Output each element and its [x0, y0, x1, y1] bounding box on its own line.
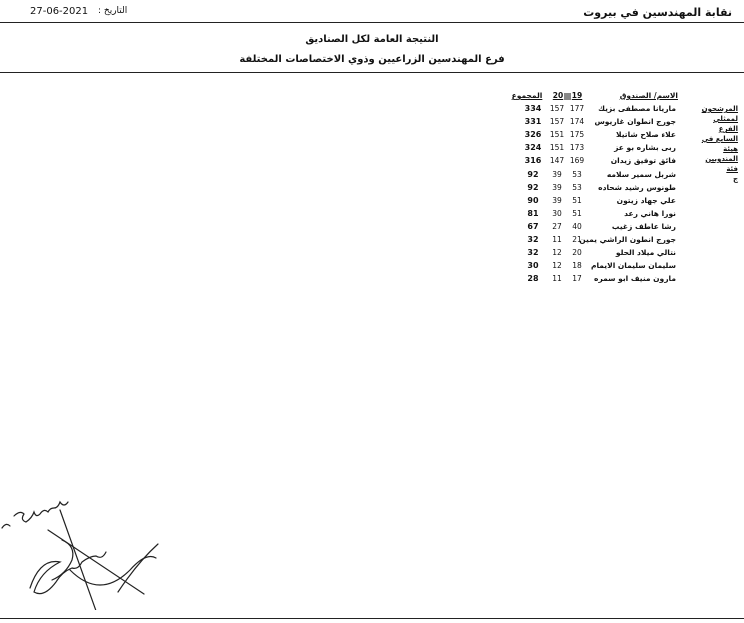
total-votes: 67 — [527, 221, 539, 231]
footer-divider — [0, 618, 744, 619]
table-row — [500, 117, 690, 130]
box20-votes: 30 — [552, 208, 562, 218]
candidate-name: علي جهاد زيتون — [616, 195, 676, 205]
total-votes: 324 — [524, 143, 542, 153]
candidate-name: ماريانا مصطفى بزيك — [598, 104, 676, 113]
box19-votes: 173 — [569, 143, 585, 153]
box19-votes: 17 — [572, 274, 582, 284]
table-row — [500, 104, 690, 117]
total-votes: 316 — [524, 156, 542, 166]
table-row — [500, 248, 690, 261]
header-shading — [564, 93, 571, 100]
column-header-name: الاسم/ الصندوق — [619, 91, 678, 100]
report-title: النتيجة العامة لكل الصناديق — [305, 34, 439, 45]
box20-votes: 157 — [549, 104, 565, 113]
report-subtitle: فرع المهندسين الزراعيين وذوي الاختصاصات المختلفة — [239, 54, 505, 65]
table-row — [500, 183, 690, 196]
candidate-name: شربل سمير سلامه — [606, 169, 676, 179]
candidate-name: طونوس رشيد شحاده — [598, 182, 676, 192]
candidate-name: جورج انطون الراشي يمين — [579, 235, 676, 244]
table-row — [500, 170, 690, 183]
table-row — [500, 130, 690, 143]
box19-votes: 20 — [572, 248, 582, 258]
date-value: 27-06-2021 — [30, 6, 89, 17]
header-divider — [0, 22, 744, 23]
box19-votes: 175 — [569, 130, 585, 140]
total-votes: 334 — [524, 104, 542, 113]
box19-votes: 51 — [572, 195, 582, 205]
table-row — [500, 235, 690, 248]
box20-votes: 27 — [552, 221, 562, 231]
candidate-name: نتالي ميلاد الحلو — [615, 248, 676, 258]
table-row — [500, 274, 690, 287]
candidate-name: علاء صلاح شاتيلا — [616, 130, 676, 140]
total-votes: 28 — [527, 274, 539, 284]
box19-votes: 177 — [569, 104, 585, 113]
table-row — [500, 196, 690, 209]
category-line: المندوبين فئة — [705, 155, 738, 173]
organization-name: نقابة المهندسين في بيروت — [583, 6, 732, 19]
total-votes: 92 — [527, 169, 539, 179]
table-row — [500, 143, 690, 156]
box19-votes: 174 — [569, 117, 585, 127]
total-votes: 90 — [527, 195, 539, 205]
box20-votes: 12 — [552, 248, 562, 258]
box20-votes: 147 — [549, 156, 565, 166]
candidate-category — [694, 104, 738, 184]
candidate-name: جورج انطوان غاريوس — [594, 117, 676, 127]
box20-votes: 11 — [552, 274, 562, 284]
box19-votes: 40 — [572, 221, 582, 231]
box19-votes: 53 — [572, 169, 582, 179]
candidate-name: سليمان سليمان الايمام — [590, 261, 676, 271]
total-votes: 32 — [527, 248, 539, 258]
category-line: ج — [732, 175, 738, 183]
box19-votes: 169 — [569, 156, 585, 166]
category-line: المرشحون — [701, 105, 738, 113]
box20-votes: 11 — [552, 235, 562, 244]
candidate-name: نورا هاني رعد — [624, 208, 676, 218]
box20-votes: 39 — [552, 169, 562, 179]
category-line: السابع في هيئة — [701, 135, 738, 153]
box19-votes: 18 — [572, 261, 582, 271]
total-votes: 81 — [527, 208, 539, 218]
total-votes: 331 — [524, 117, 542, 127]
candidate-name: مارون منيف ابو سمره — [594, 274, 676, 284]
box20-votes: 39 — [552, 182, 562, 192]
candidate-name: ربى بشاره بو عز — [614, 143, 676, 153]
column-header-box20: 20 — [552, 91, 564, 100]
table-row — [500, 261, 690, 274]
total-votes: 30 — [527, 261, 539, 271]
total-votes: 92 — [527, 182, 539, 192]
table-row — [500, 209, 690, 222]
column-header-total: المجموع — [511, 91, 543, 100]
category-line: لممثلي الفرع — [713, 115, 738, 133]
box20-votes: 39 — [552, 195, 562, 205]
column-header-box19: 19 — [571, 91, 583, 100]
total-votes: 32 — [527, 235, 539, 244]
date-label: التاريخ : — [98, 6, 128, 16]
title-divider — [0, 72, 744, 73]
box20-votes: 151 — [549, 130, 565, 140]
box19-votes: 53 — [572, 182, 582, 192]
box20-votes: 151 — [549, 143, 565, 153]
box19-votes: 51 — [572, 208, 582, 218]
handwritten-signature — [0, 470, 200, 610]
box20-votes: 157 — [549, 117, 565, 127]
total-votes: 326 — [524, 130, 542, 140]
table-row — [500, 156, 690, 169]
box20-votes: 12 — [552, 261, 562, 271]
candidate-name: رشا عاطف زغيب — [611, 221, 676, 231]
table-row — [500, 222, 690, 235]
box19-votes: 21 — [572, 235, 582, 244]
candidate-name: فائق توفيق زيدان — [610, 156, 676, 166]
